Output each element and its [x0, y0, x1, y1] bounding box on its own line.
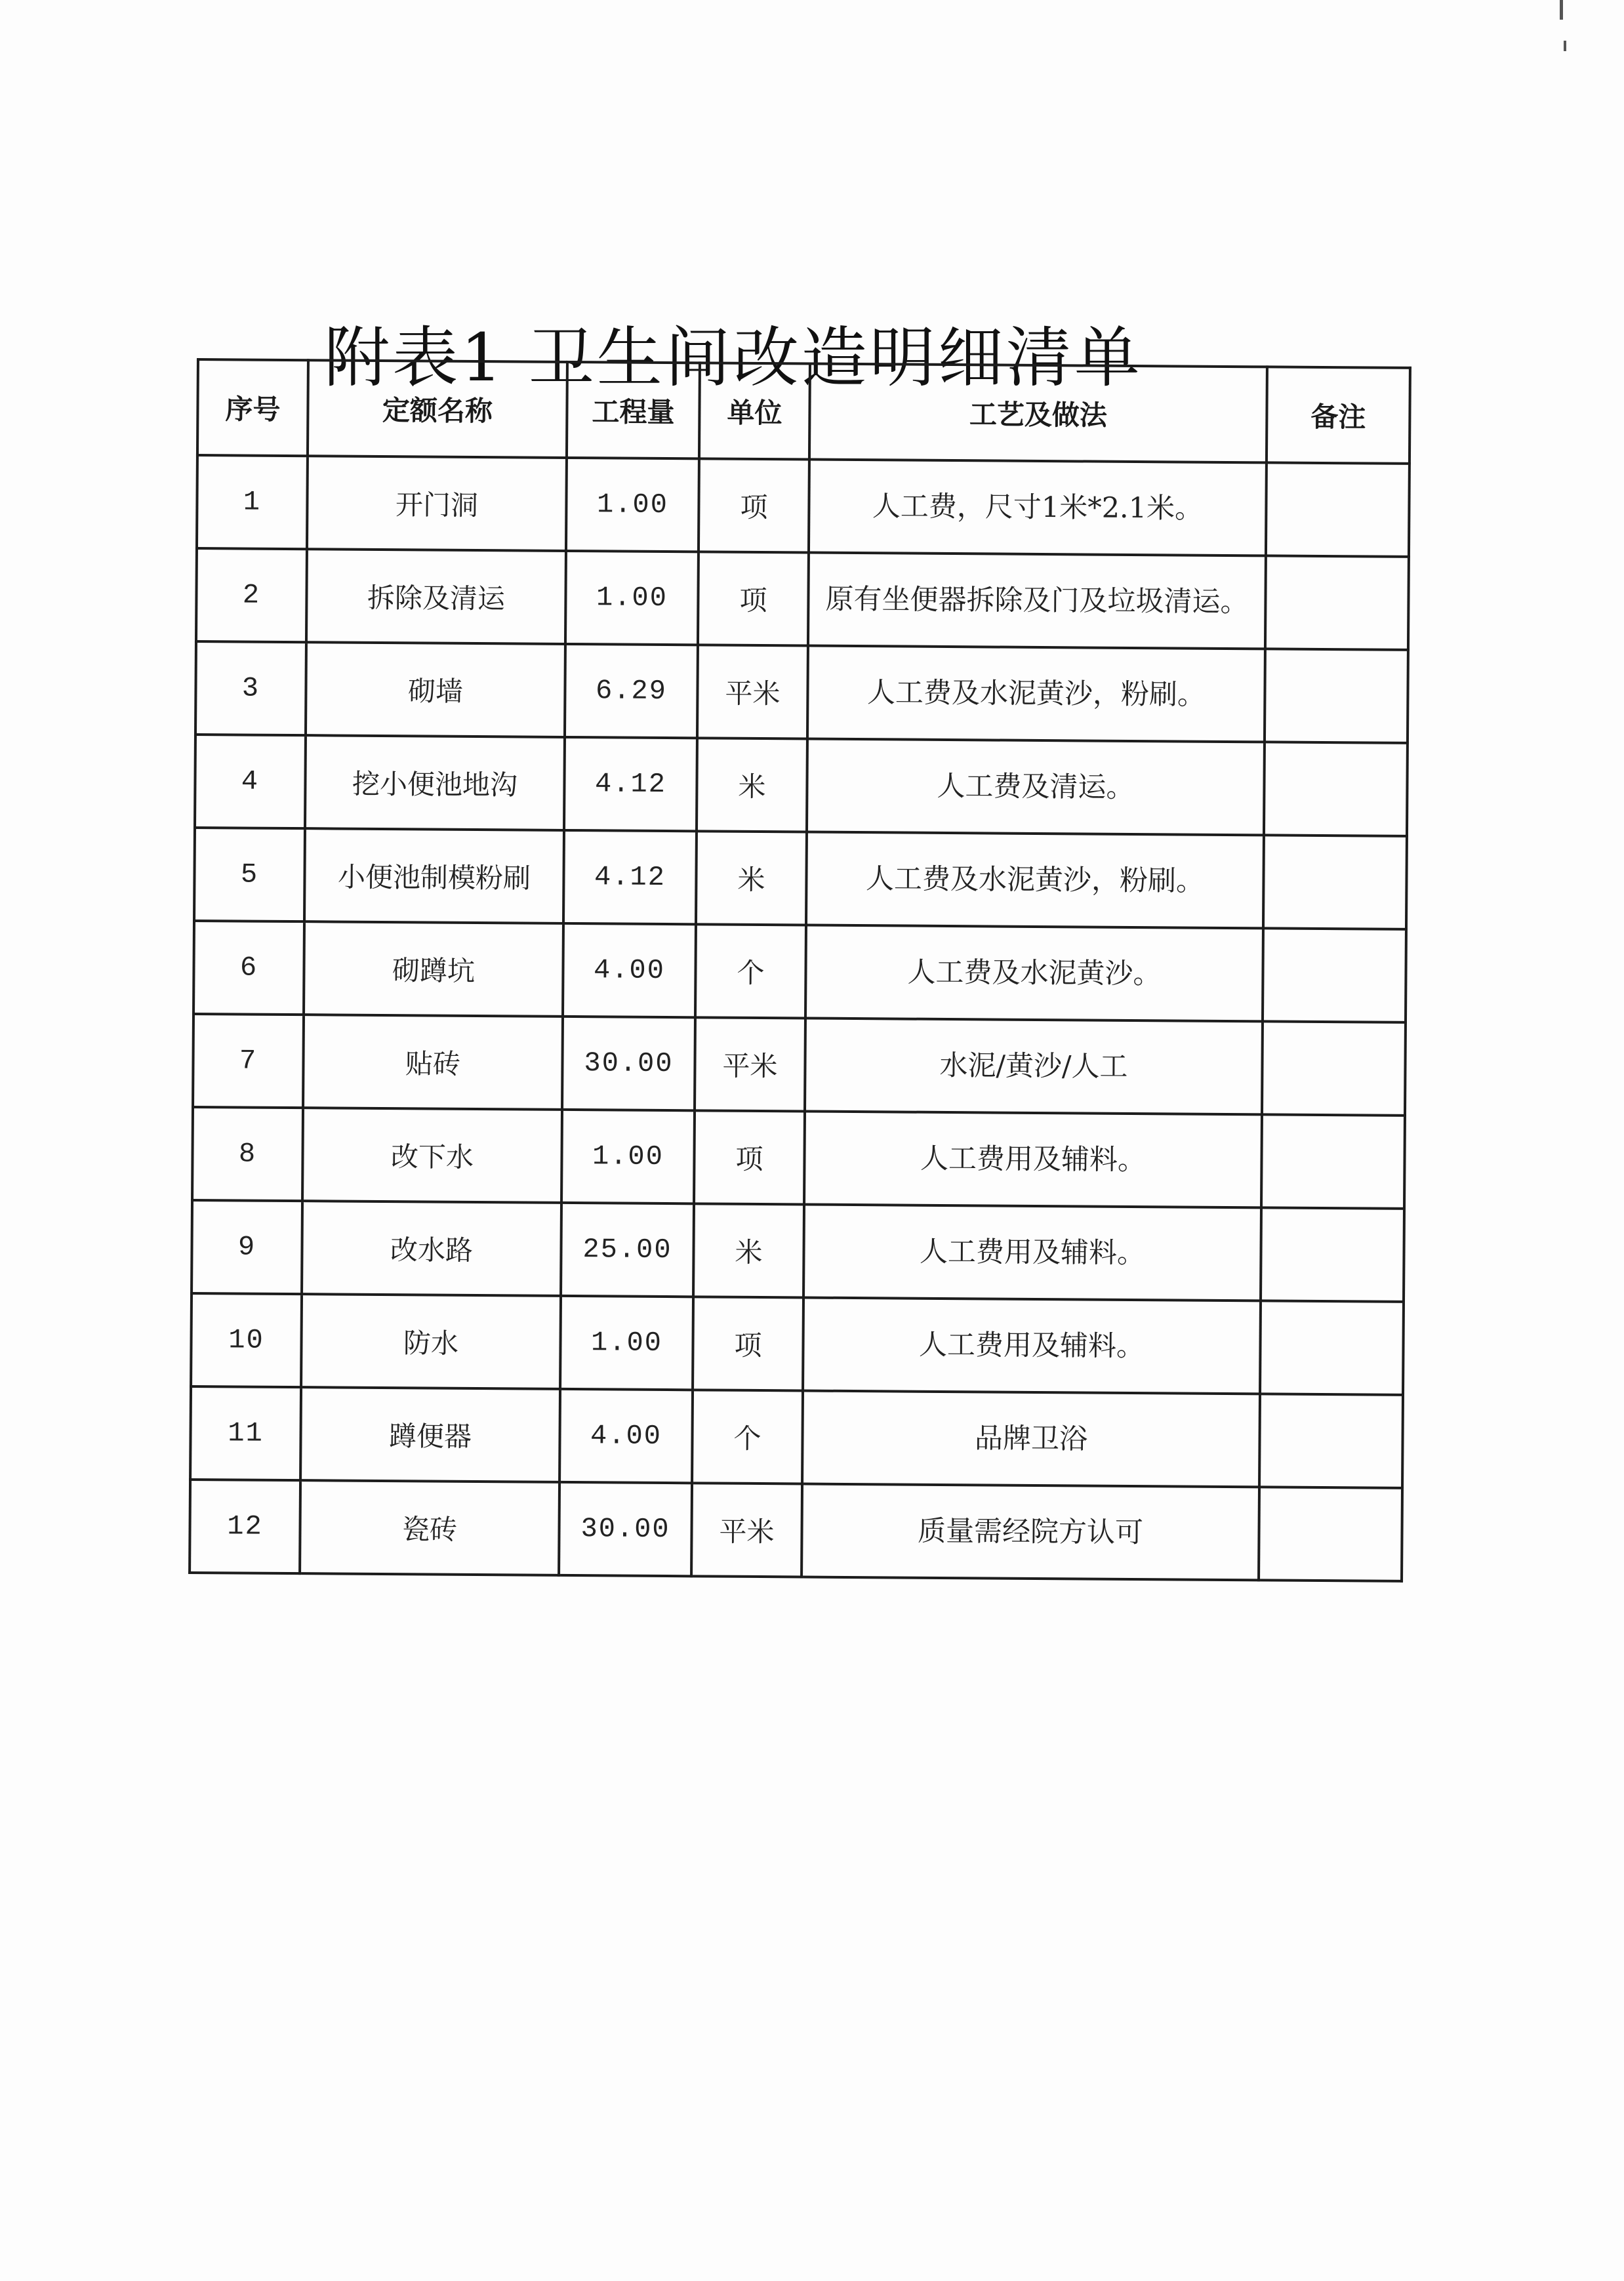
cell-process: 人工费用及辅料。: [803, 1297, 1261, 1394]
table-row: [190, 1480, 1402, 1581]
cell-qty: 1.00: [565, 551, 699, 645]
cell-qty: 4.00: [559, 1389, 693, 1483]
header-process: 工艺及做法: [809, 364, 1267, 463]
cell-name: 开门洞: [307, 456, 567, 551]
cell-qty: 25.00: [561, 1203, 694, 1297]
scan-artifact-mark: [1564, 41, 1566, 51]
document-title: 附表1 卫生间改造明细清单: [324, 319, 1143, 396]
renovation-detail-table: [188, 358, 1411, 1583]
table-row: [190, 1386, 1403, 1488]
cell-unit: 平米: [695, 1017, 805, 1111]
cell-note: [1264, 742, 1408, 836]
cell-qty: 4.00: [563, 923, 696, 1017]
header-qty: 工程量: [567, 362, 700, 458]
cell-name: 砌蹲坑: [304, 921, 563, 1017]
cell-unit: 米: [697, 738, 807, 832]
cell-qty: 4.12: [563, 830, 697, 924]
cell-process: 人工费及水泥黄沙，粉刷。: [806, 832, 1264, 929]
cell-no: 4: [195, 735, 306, 828]
cell-process: 人工费用及辅料。: [803, 1204, 1261, 1301]
header-row: [197, 359, 1410, 464]
table-row: [193, 1014, 1406, 1116]
cell-note: [1259, 1394, 1403, 1488]
scan-artifact-mark: [1560, 0, 1563, 20]
cell-name: 改下水: [302, 1108, 562, 1203]
table-row: [191, 1293, 1404, 1395]
cell-unit: 个: [695, 924, 806, 1018]
cell-process: 人工费及清运。: [807, 739, 1265, 836]
cell-note: [1265, 555, 1409, 650]
cell-no: 10: [191, 1293, 302, 1387]
cell-qty: 30.00: [562, 1017, 695, 1110]
cell-no: 11: [190, 1386, 301, 1480]
cell-no: 12: [190, 1480, 300, 1573]
cell-note: [1265, 649, 1408, 743]
cell-name: 挖小便池地沟: [305, 735, 565, 830]
cell-unit: 项: [694, 1110, 805, 1204]
cell-note: [1261, 1207, 1404, 1302]
cell-note: [1259, 1487, 1402, 1581]
table-body: [190, 455, 1410, 1581]
cell-qty: 1.00: [561, 1110, 695, 1203]
table-row: [192, 1107, 1405, 1209]
table-row: [193, 921, 1406, 1022]
cell-name: 改水路: [302, 1201, 561, 1296]
cell-note: [1262, 1021, 1406, 1116]
header-name: 定额名称: [308, 360, 567, 458]
cell-name: 防水: [301, 1294, 561, 1389]
table-row: [192, 1200, 1404, 1302]
cell-unit: 项: [699, 458, 809, 552]
cell-name: 拆除及清运: [306, 549, 566, 644]
header-no: 序号: [197, 359, 308, 456]
cell-name: 瓷砖: [300, 1480, 559, 1575]
cell-qty: 1.00: [560, 1296, 693, 1390]
cell-name: 砌墙: [306, 642, 565, 737]
cell-qty: 6.29: [565, 644, 698, 738]
cell-unit: 平米: [697, 645, 808, 738]
cell-name: 贴砖: [303, 1015, 563, 1110]
cell-note: [1263, 835, 1407, 929]
renovation-table-wrapper: [188, 358, 1409, 1583]
cell-unit: 项: [698, 552, 809, 645]
cell-unit: 平米: [691, 1483, 802, 1577]
header-note: 备注: [1267, 367, 1410, 464]
cell-process: 人工费及水泥黄沙。: [805, 925, 1263, 1022]
cell-unit: 个: [692, 1390, 803, 1484]
cell-name: 蹲便器: [300, 1387, 560, 1482]
cell-no: 6: [193, 921, 304, 1015]
header-unit: 单位: [699, 363, 810, 459]
cell-note: [1260, 1301, 1404, 1395]
cell-note: [1263, 928, 1406, 1022]
cell-no: 9: [192, 1200, 302, 1294]
table-row: [195, 641, 1408, 743]
cell-no: 7: [193, 1014, 304, 1108]
cell-process: 品牌卫浴: [802, 1390, 1260, 1487]
table-row: [195, 735, 1408, 836]
cell-no: 5: [194, 828, 305, 921]
cell-name: 小便池制模粉刷: [304, 828, 564, 923]
cell-no: 8: [192, 1107, 303, 1201]
cell-unit: 米: [696, 831, 807, 925]
table-row: [196, 548, 1409, 650]
cell-unit: 米: [693, 1203, 804, 1297]
table-header: [197, 359, 1410, 464]
cell-note: [1266, 462, 1410, 557]
cell-process: 人工费及水泥黄沙，粉刷。: [807, 646, 1265, 742]
table-row: [197, 455, 1410, 557]
cell-process: 原有坐便器拆除及门及垃圾清运。: [808, 553, 1266, 649]
cell-process: 人工费，尺寸1米*2.1米。: [809, 460, 1267, 556]
cell-process: 质量需经院方认可: [802, 1484, 1259, 1580]
table-row: [194, 828, 1407, 929]
cell-qty: 30.00: [559, 1482, 692, 1576]
cell-no: 3: [195, 641, 306, 735]
cell-no: 1: [197, 455, 308, 549]
cell-process: 人工费用及辅料。: [804, 1111, 1262, 1207]
cell-unit: 项: [693, 1297, 803, 1390]
cell-qty: 1.00: [566, 458, 699, 552]
cell-no: 2: [196, 548, 307, 642]
cell-qty: 4.12: [564, 737, 697, 831]
cell-process: 水泥/黄沙/人工: [805, 1019, 1263, 1115]
cell-note: [1261, 1114, 1405, 1209]
